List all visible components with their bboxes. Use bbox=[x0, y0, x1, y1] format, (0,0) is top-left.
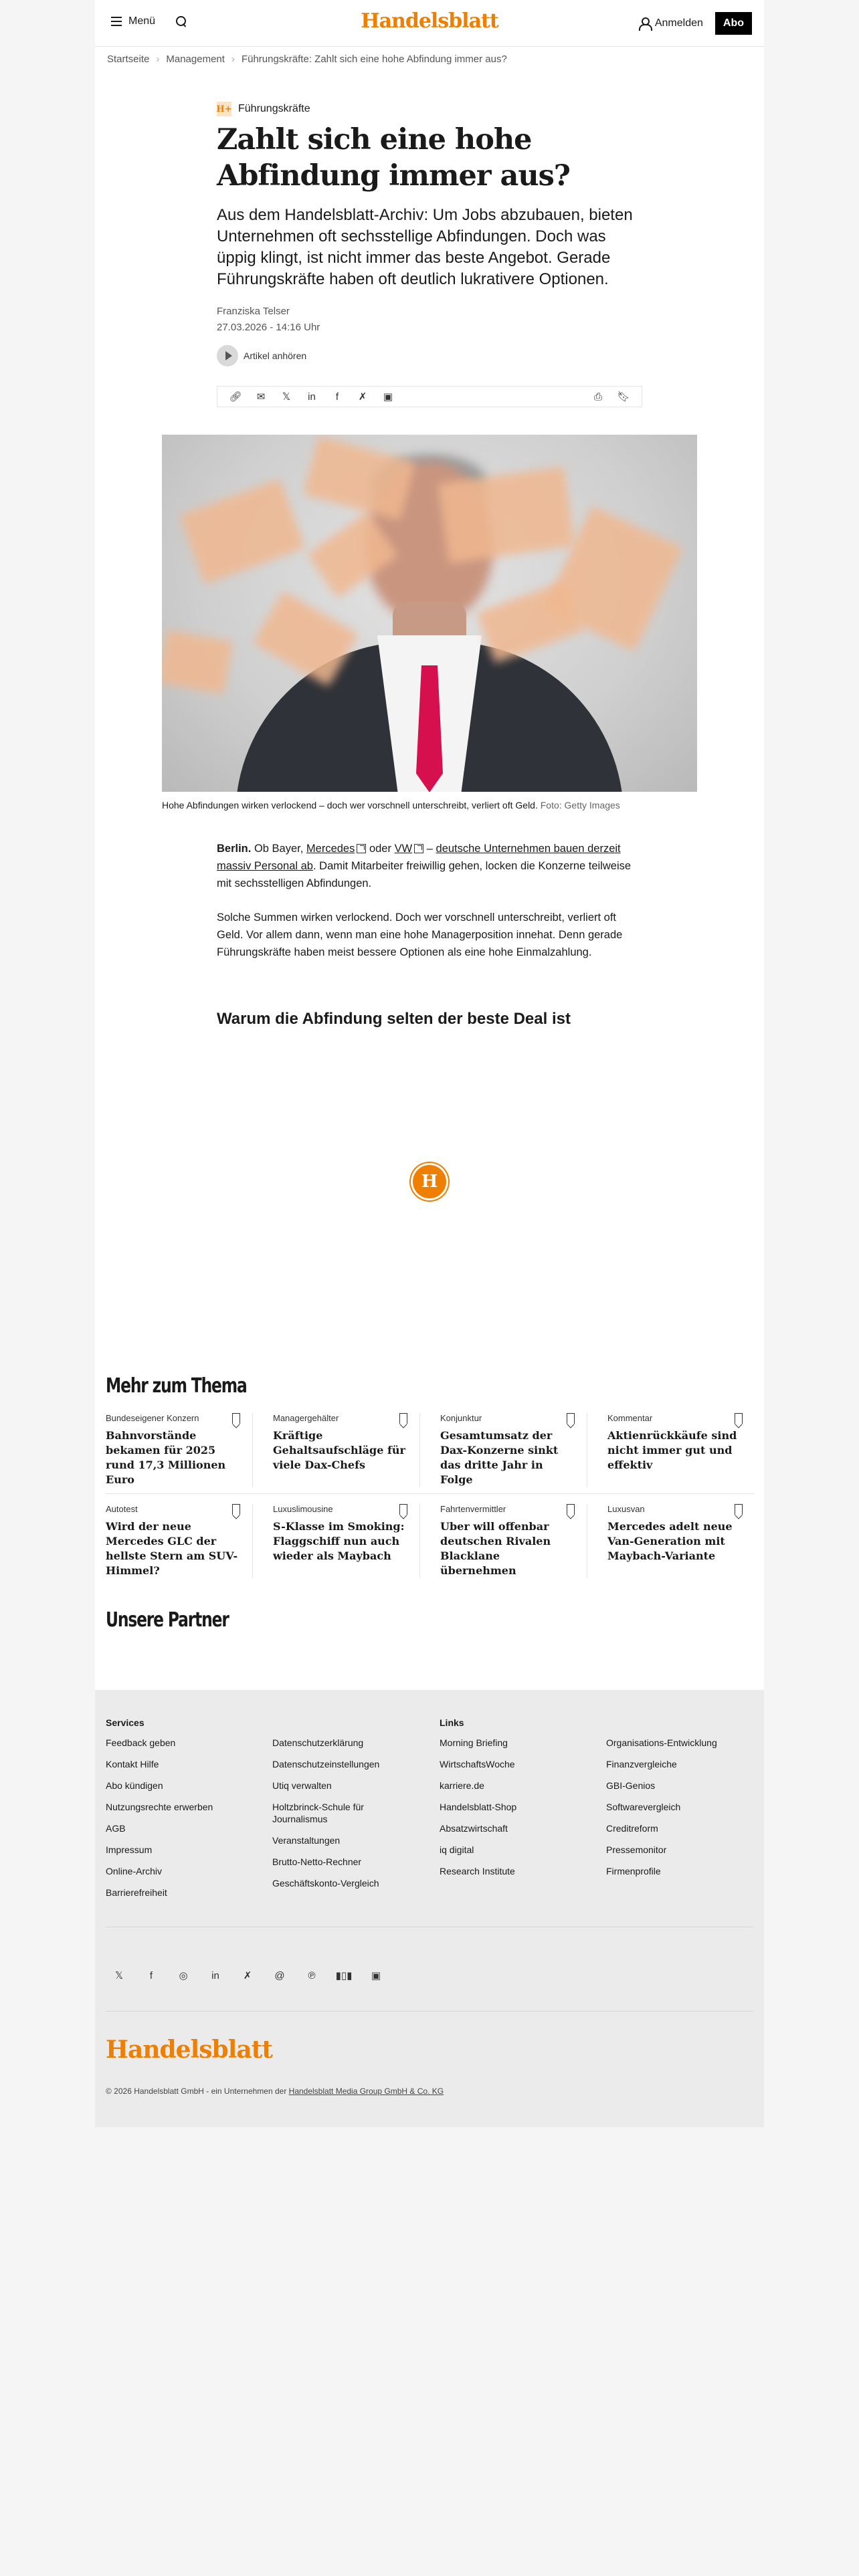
card-title[interactable]: Mercedes adelt neue Van-Generation mit Maybach-Variante bbox=[607, 1520, 733, 1562]
related-card[interactable] bbox=[273, 1504, 420, 1578]
related-card[interactable] bbox=[607, 1504, 755, 1578]
facebook-icon[interactable]: f bbox=[335, 391, 339, 403]
site-footer bbox=[95, 1690, 764, 2127]
card-title[interactable]: Uber will offenbar deutschen Rivalen Blacklane übernehmen bbox=[440, 1520, 551, 1577]
copyright-text: © 2026 Handelsblatt GmbH - ein Unternehmen der bbox=[106, 2086, 289, 2096]
related-card[interactable] bbox=[106, 1413, 253, 1487]
footer-link[interactable]: WirtschaftsWoche bbox=[440, 1759, 515, 1769]
photo-credit: Foto: Getty Images bbox=[540, 800, 620, 811]
bookmark-icon[interactable] bbox=[399, 1413, 407, 1424]
login-label: Anmelden bbox=[654, 17, 703, 29]
footer-heading-services: Services bbox=[106, 1717, 145, 1728]
kicker-label: Führungskräfte bbox=[238, 103, 310, 114]
card-category: Kommentar bbox=[607, 1413, 653, 1423]
related-section-title: Mehr zum Thema bbox=[106, 1374, 247, 1398]
breadcrumb-home[interactable]: Startseite bbox=[107, 53, 150, 65]
menu-label: Menü bbox=[128, 15, 156, 27]
listen-label: Artikel anhören bbox=[244, 350, 307, 361]
footer-link[interactable]: Veranstaltungen bbox=[272, 1835, 341, 1846]
footer-link[interactable]: Utiq verwalten bbox=[272, 1780, 332, 1791]
article-paragraph bbox=[217, 840, 642, 892]
article-meta bbox=[217, 304, 642, 336]
link-icon[interactable]: 🔗︎ bbox=[229, 391, 242, 403]
hero-image bbox=[162, 435, 697, 792]
caption-text: Hohe Abfindungen wirken verlockend – doch wer vorschnell unterschreibt, verliert oft Geld. bbox=[162, 800, 538, 811]
bookmark-icon[interactable] bbox=[232, 1504, 240, 1515]
card-category: Autotest bbox=[106, 1504, 138, 1514]
social-links bbox=[106, 1962, 389, 1989]
share-bar bbox=[217, 386, 642, 407]
bookmark-icon[interactable]: 🔖︎ bbox=[617, 391, 630, 403]
card-title[interactable]: Bahnvorstände bekamen für 2025 rund 17,3 Millionen Euro bbox=[106, 1429, 226, 1486]
footer-link[interactable]: Softwarevergleich bbox=[606, 1802, 681, 1812]
copyright-link[interactable]: Handelsblatt Media Group GmbH & Co. KG bbox=[288, 2086, 444, 2096]
partners-section-title: Unsere Partner bbox=[106, 1608, 229, 1632]
footer-link[interactable]: Holtzbrinck-Schule für Journalismus bbox=[272, 1802, 364, 1824]
footer-links-col-2 bbox=[606, 1717, 740, 1887]
linkedin-icon[interactable]: in bbox=[211, 1969, 219, 1981]
author-name[interactable]: Franziska Telser bbox=[217, 306, 290, 317]
card-title[interactable]: Kräftige Gehaltsaufschläge für viele Dax-Chefs bbox=[273, 1429, 405, 1471]
footer-links-col-1 bbox=[440, 1717, 573, 1887]
article-headline: Zahlt sich eine hohe Abfindung immer aus? bbox=[217, 123, 570, 193]
card-title[interactable]: Aktienrückkäufe sind nicht immer gut und effektiv bbox=[607, 1429, 737, 1471]
xing-icon[interactable]: ✗ bbox=[243, 1970, 252, 1981]
paragraph-text: Ob Bayer, bbox=[251, 843, 306, 855]
article-lead: Aus dem Handelsblatt-Archiv: Um Jobs abzubauen, bieten Unternehmen oft sechsstellige Abfindungen. Doch was üppig klingt, ist nicht immer das beste Angebot. Gerade Führungskräfte haben oft deutlich lukrativere Optionen. bbox=[217, 206, 633, 288]
bookmark-icon[interactable] bbox=[399, 1504, 407, 1515]
footer-divider bbox=[106, 2011, 753, 2012]
footer-link[interactable]: Creditreform bbox=[606, 1823, 658, 1834]
breadcrumb-current: Führungskräfte: Zahlt sich eine hohe Abfindung immer aus? bbox=[241, 53, 507, 65]
related-card[interactable] bbox=[106, 1504, 253, 1578]
print-icon[interactable]: ⎙ bbox=[593, 391, 602, 403]
facebook-icon[interactable]: f bbox=[149, 1969, 153, 1981]
external-link-icon[interactable] bbox=[414, 844, 423, 853]
related-card[interactable] bbox=[607, 1413, 755, 1487]
link-personalabbau[interactable]: deutsche Unternehmen bauen derzeit massiv Personal ab bbox=[217, 843, 621, 872]
card-category: Fahrtenvermittler bbox=[440, 1504, 506, 1514]
x-icon[interactable]: 𝕏 bbox=[282, 391, 291, 403]
chevron-right-icon: › bbox=[156, 53, 160, 65]
footer-link[interactable]: karriere.de bbox=[440, 1780, 484, 1791]
threads-icon[interactable]: @ bbox=[274, 1969, 285, 1981]
card-title[interactable]: Wird der neue Mercedes GLC der hellste Stern am SUV-Himmel? bbox=[106, 1520, 238, 1577]
footer-services-col-1 bbox=[106, 1717, 240, 1908]
card-title[interactable]: Gesamtumsatz der Dax-Konzerne sinkt das dritte Jahr in Folge bbox=[440, 1429, 559, 1486]
footer-link[interactable]: Handelsblatt-Shop bbox=[440, 1802, 517, 1812]
article-paragraph: Solche Summen wirken verlockend. Doch wer vorschnell unterschreibt, verliert oft Geld. Vor allem dann, wenn man eine hohe Managerposition innehat. Denn gerade Führungskräfte haben meist bessere Optionen als eine hohe Einmalzahlung. bbox=[217, 911, 623, 958]
article-kicker bbox=[217, 102, 642, 116]
paragraph-text: . Damit Mitarbeiter freiwillig gehen, locken die Konzerne teilweise mit sechsstelligen Abfindungen. bbox=[217, 860, 632, 889]
x-icon[interactable]: 𝕏 bbox=[114, 1970, 124, 1981]
footer-link[interactable]: Firmenprofile bbox=[606, 1866, 661, 1876]
bookmark-icon[interactable] bbox=[232, 1413, 240, 1424]
publish-date: 27.03.2026 - 14:16 Uhr bbox=[217, 322, 320, 333]
play-icon[interactable] bbox=[217, 345, 238, 366]
footer-link[interactable]: Absatzwirtschaft bbox=[440, 1823, 508, 1834]
footer-link[interactable]: Impressum bbox=[106, 1844, 153, 1855]
footer-link[interactable]: Geschäftskonto-Vergleich bbox=[272, 1878, 379, 1889]
abo-button[interactable]: Abo bbox=[715, 12, 752, 35]
footer-link[interactable]: AGB bbox=[106, 1823, 126, 1834]
footer-link[interactable]: Nutzungsrechte erwerben bbox=[106, 1802, 213, 1812]
footer-heading-spacer bbox=[272, 1717, 406, 1729]
card-category: Konjunktur bbox=[440, 1413, 482, 1423]
card-category: Bundeseigener Konzern bbox=[106, 1413, 199, 1423]
card-title[interactable]: S-Klasse im Smoking: Flaggschiff nun auch wieder als Maybach bbox=[273, 1520, 405, 1562]
link-vw[interactable]: VW bbox=[394, 843, 413, 855]
hplus-icon: H+ bbox=[217, 102, 231, 116]
footer-link[interactable]: GBI-Genios bbox=[606, 1780, 656, 1791]
instagram-icon[interactable]: ◎ bbox=[179, 1970, 188, 1981]
footer-link[interactable]: Research Institute bbox=[440, 1866, 515, 1876]
image-caption bbox=[162, 800, 620, 811]
mail-icon[interactable]: ✉ bbox=[256, 391, 266, 403]
related-grid-row-2 bbox=[106, 1504, 755, 1578]
flipboard-icon[interactable]: ▣ bbox=[371, 1970, 381, 1981]
pinterest-icon[interactable]: ℗ bbox=[308, 1969, 316, 1981]
related-card[interactable] bbox=[440, 1504, 587, 1578]
user-icon bbox=[639, 17, 650, 29]
breadcrumb bbox=[107, 53, 507, 65]
site-header bbox=[95, 0, 764, 47]
footer-link[interactable]: Datenschutzeinstellungen bbox=[272, 1759, 380, 1769]
footer-link[interactable]: Datenschutzerklärung bbox=[272, 1737, 364, 1748]
paragraph-text: oder bbox=[366, 843, 395, 855]
link-mercedes[interactable]: Mercedes bbox=[306, 843, 355, 855]
site-logo[interactable]: Handelsblatt bbox=[361, 9, 498, 33]
flipboard-icon[interactable]: ▣ bbox=[383, 391, 393, 403]
footer-services-col-2 bbox=[272, 1717, 406, 1899]
listen-button[interactable] bbox=[217, 345, 642, 366]
bookmark-icon[interactable] bbox=[567, 1413, 575, 1424]
footer-link[interactable]: iq digital bbox=[440, 1844, 474, 1855]
footer-heading-spacer bbox=[606, 1717, 740, 1729]
dateline: Berlin. bbox=[217, 843, 252, 855]
login-button[interactable] bbox=[639, 17, 703, 29]
card-category: Managergehälter bbox=[273, 1413, 339, 1423]
paragraph-text: – bbox=[423, 843, 436, 855]
footer-link[interactable]: Organisations-Entwicklung bbox=[606, 1737, 717, 1748]
chevron-right-icon: › bbox=[231, 53, 235, 65]
footer-link[interactable]: Online-Archiv bbox=[106, 1866, 163, 1876]
article-subheading: Warum die Abfindung selten der beste Deal ist bbox=[217, 1010, 571, 1028]
podcast-icon[interactable]: ▮▯▮ bbox=[335, 1970, 353, 1981]
external-link-icon[interactable] bbox=[357, 844, 366, 853]
breadcrumb-management[interactable]: Management bbox=[166, 53, 225, 65]
card-category: Luxusvan bbox=[607, 1504, 645, 1514]
loading-logo-icon: H bbox=[413, 1165, 446, 1198]
footer-link[interactable]: Pressemonitor bbox=[606, 1844, 667, 1855]
copyright bbox=[106, 2086, 444, 2096]
footer-logo[interactable]: Handelsblatt bbox=[106, 2036, 272, 2064]
related-grid-row-1 bbox=[106, 1413, 755, 1487]
card-category: Luxuslimousine bbox=[273, 1504, 333, 1514]
related-card[interactable] bbox=[273, 1413, 420, 1487]
grid-divider bbox=[106, 1493, 755, 1494]
page bbox=[95, 0, 764, 2127]
bookmark-icon[interactable] bbox=[735, 1504, 743, 1515]
related-card[interactable] bbox=[440, 1413, 587, 1487]
linkedin-icon[interactable]: in bbox=[308, 391, 316, 403]
footer-link[interactable]: Feedback geben bbox=[106, 1737, 176, 1748]
bookmark-icon[interactable] bbox=[567, 1504, 575, 1515]
footer-link[interactable]: Finanzvergleiche bbox=[606, 1759, 677, 1769]
footer-link[interactable]: Brutto-Netto-Rechner bbox=[272, 1856, 362, 1867]
xing-icon[interactable]: ✗ bbox=[358, 391, 367, 403]
footer-link[interactable]: Barrierefreiheit bbox=[106, 1887, 167, 1898]
footer-link[interactable]: Morning Briefing bbox=[440, 1737, 508, 1748]
footer-link[interactable]: Abo kündigen bbox=[106, 1780, 163, 1791]
bookmark-icon[interactable] bbox=[735, 1413, 743, 1424]
footer-link[interactable]: Kontakt Hilfe bbox=[106, 1759, 159, 1769]
footer-heading-links: Links bbox=[440, 1717, 464, 1728]
